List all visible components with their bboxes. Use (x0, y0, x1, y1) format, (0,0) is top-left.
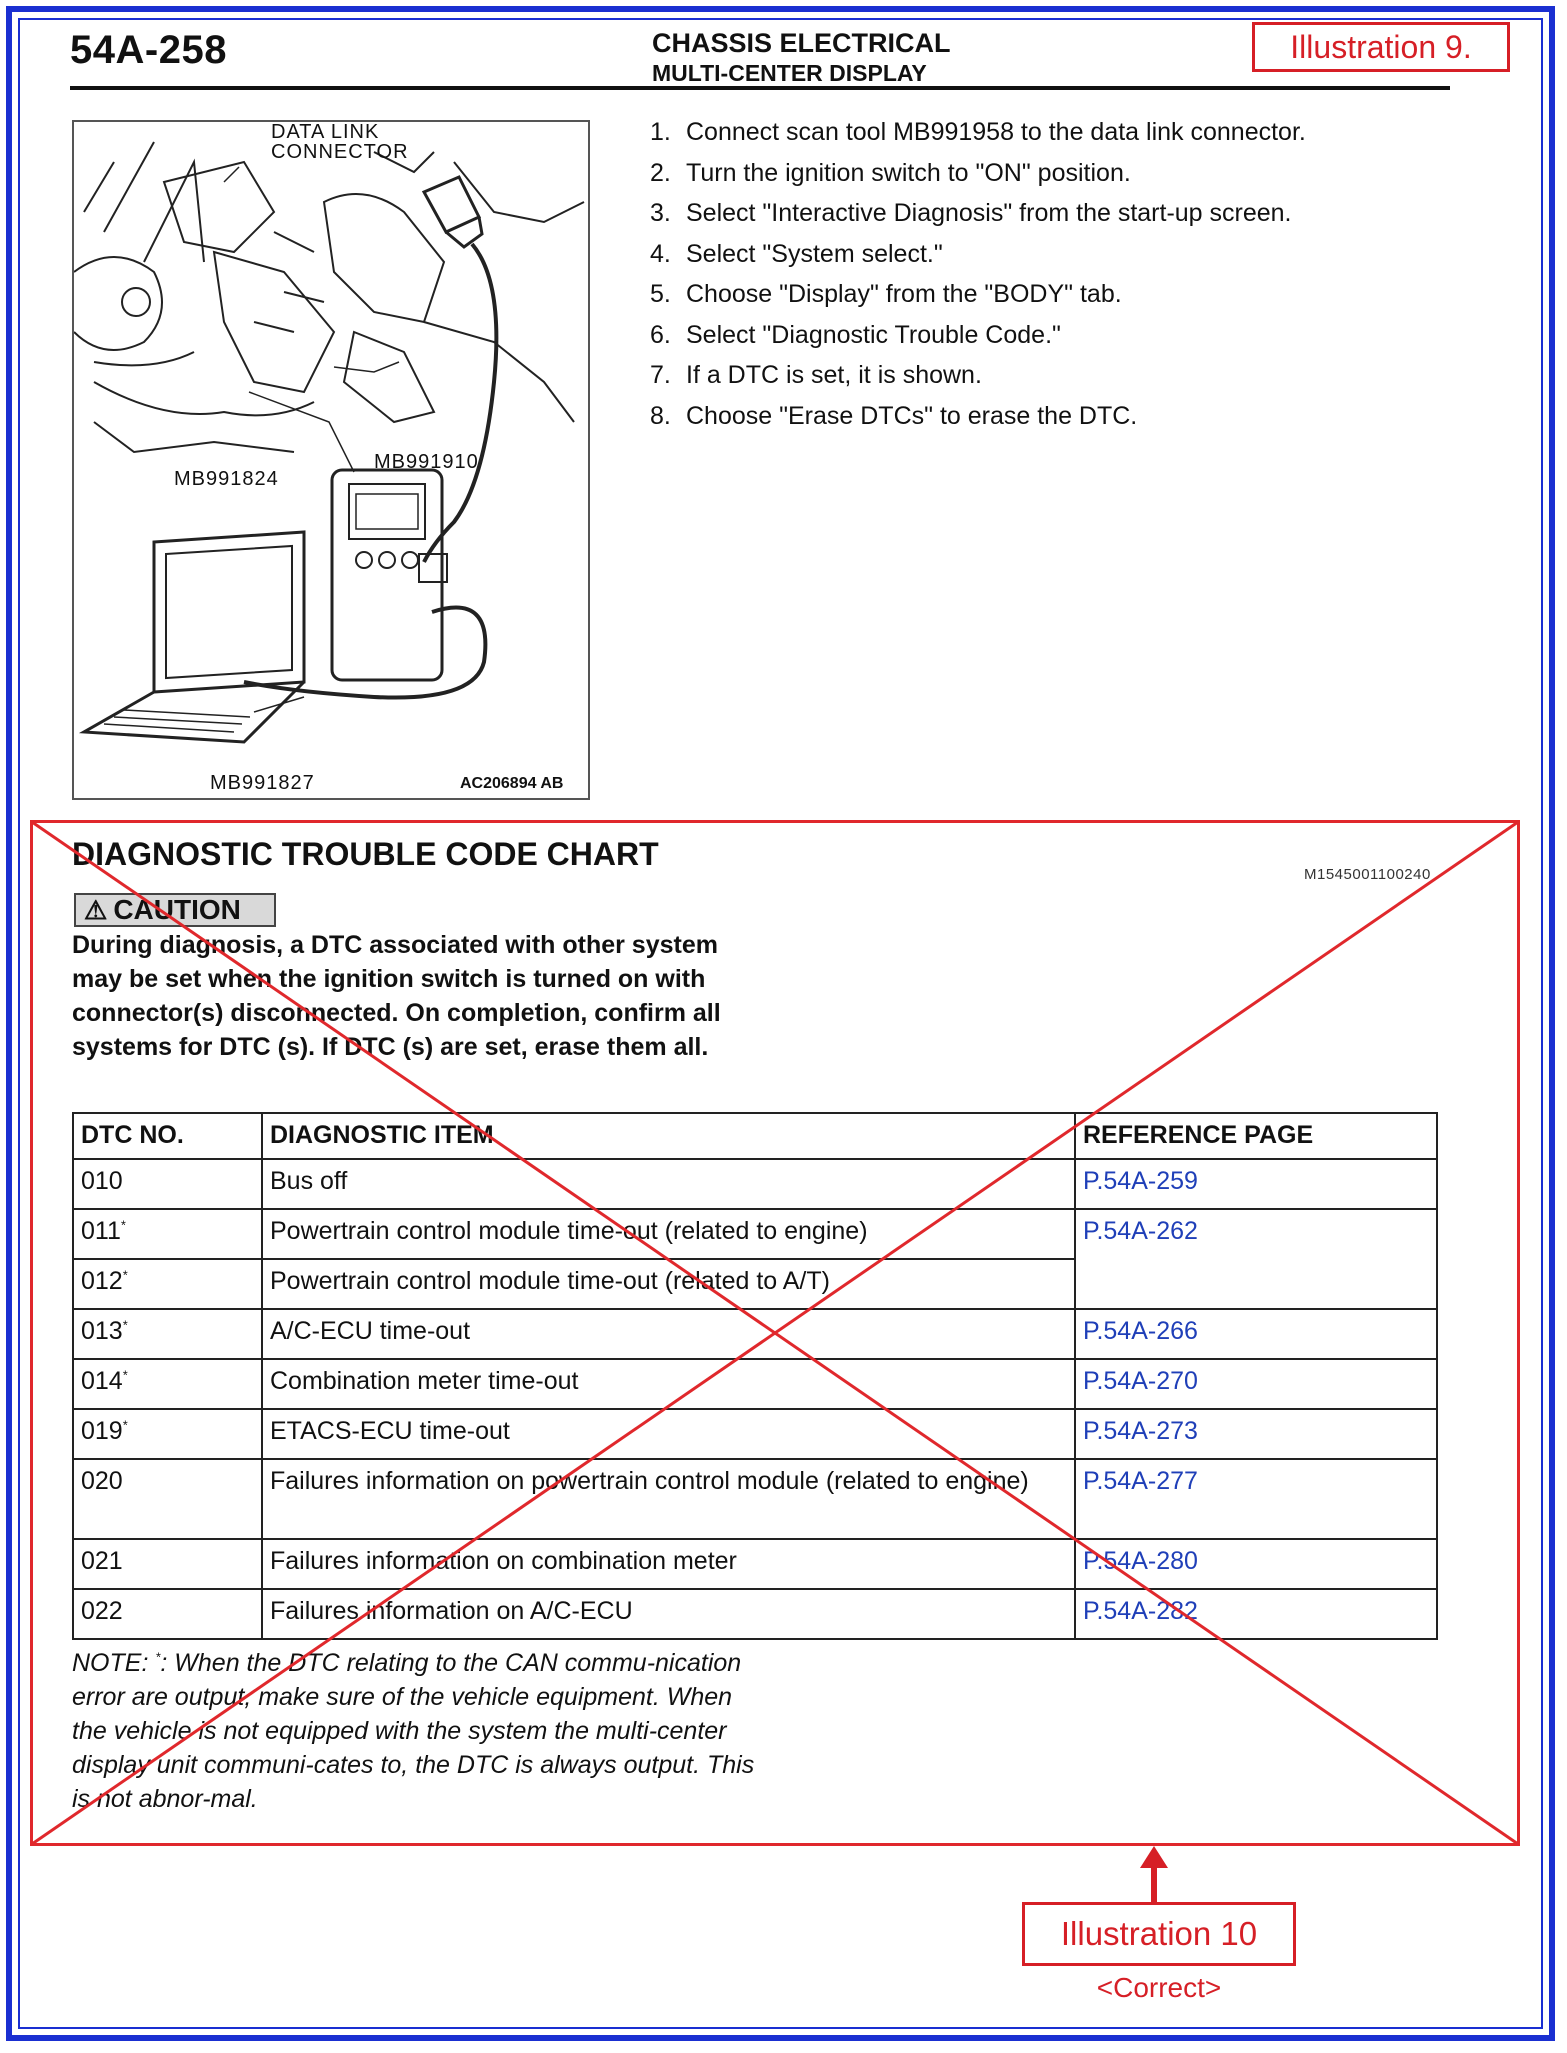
reference-page-link[interactable]: P.54A-259 (1075, 1159, 1437, 1209)
diagnostic-item-cell: Combination meter time-out (262, 1359, 1075, 1409)
correct-label: <Correct> (1096, 1972, 1222, 2003)
diagnostic-item-cell: Failures information on A/C-ECU (262, 1589, 1075, 1639)
reference-page-link[interactable]: P.54A-273 (1075, 1409, 1437, 1459)
data-link-connector-label-line1: DATA LINK (271, 121, 380, 143)
caution-text: During diagnosis, a DTC associated with other system may be set when the ignition switch is turned on with connector(s) disconnected. On completion, confirm all systems for DTC (s). If DTC (s) are set, erase them all. (72, 931, 721, 1061)
reference-page-link[interactable]: P.54A-280 (1075, 1539, 1437, 1589)
dtc-chart-title: DIAGNOSTIC TROUBLE CODE CHART (72, 836, 659, 872)
page-number: 54A-258 (70, 28, 227, 72)
mb991824-label: MB991824 (174, 468, 279, 490)
data-link-connector-label-line2: CONNECTOR (271, 141, 409, 163)
connection-diagram (72, 120, 590, 800)
step-item: 6. Select "Diagnostic Trouble Code." (650, 320, 1061, 349)
dtc-code-cell: 010 (73, 1159, 262, 1209)
dtc-code-cell: 021 (73, 1539, 262, 1589)
mb991827-label: MB991827 (210, 772, 315, 794)
document-code: M1545001100240 (1304, 866, 1431, 883)
warning-triangle-icon: ⚠ (84, 895, 108, 925)
dtc-code-cell: 013* (73, 1309, 262, 1359)
dtc-code-cell: 011* (73, 1209, 262, 1259)
header-rule (70, 86, 1450, 90)
reference-page-link[interactable]: P.54A-262 (1075, 1209, 1437, 1309)
illustration-10-label: Illustration 10 (1022, 1902, 1296, 1966)
reference-page-link[interactable]: P.54A-282 (1075, 1589, 1437, 1639)
dtc-code-cell: 014* (73, 1359, 262, 1409)
step-item: 2. Turn the ignition switch to "ON" position. (650, 158, 1131, 187)
diagnostic-item-cell: Bus off (262, 1159, 1075, 1209)
diagnostic-item-cell: A/C-ECU time-out (262, 1309, 1075, 1359)
column-header-diagnostic-item: DIAGNOSTIC ITEM (262, 1113, 1075, 1159)
dtc-code-cell: 012* (73, 1259, 262, 1309)
up-arrow-icon (1134, 1846, 1174, 1904)
caution-label: CAUTION (113, 894, 241, 925)
step-item: 7. If a DTC is set, it is shown. (650, 361, 982, 389)
reference-page-link[interactable]: P.54A-270 (1075, 1359, 1437, 1409)
section-title: CHASSIS ELECTRICAL (652, 28, 951, 58)
connection-diagram-drawing (74, 122, 590, 800)
step-item: 1. Connect scan tool MB991958 to the data link connector. (650, 118, 1306, 146)
diagnostic-item-cell: Failures information on powertrain control module (related to engine) (262, 1459, 1075, 1539)
reference-page-link[interactable]: P.54A-266 (1075, 1309, 1437, 1359)
procedure-steps (650, 112, 1410, 436)
diagnostic-item-cell: ETACS-ECU time-out (262, 1409, 1075, 1459)
dtc-code-cell: 020 (73, 1459, 262, 1539)
illustration-9-label: Illustration 9. (1252, 22, 1510, 72)
diagnostic-item-cell: Failures information on combination meter (262, 1539, 1075, 1589)
step-item: 5. Choose "Display" from the "BODY" tab. (650, 280, 1122, 308)
mb991910-label: MB991910 (374, 451, 479, 473)
dtc-code-cell: 019* (73, 1409, 262, 1459)
reference-page-link[interactable]: P.54A-277 (1075, 1459, 1437, 1539)
step-item: 8. Choose "Erase DTCs" to erase the DTC. (650, 401, 1138, 430)
figure-code: AC206894 AB (460, 775, 564, 792)
diagnostic-item-cell: Powertrain control module time-out (related to engine) (262, 1209, 1075, 1259)
diagnostic-item-cell: Powertrain control module time-out (related to A/T) (262, 1259, 1075, 1309)
cross-out-lines (30, 820, 1520, 1846)
note-text: NOTE: *: When the DTC relating to the CAN commu-nication error are output, make sure of the vehicle equipment. When the vehicle is not equipped with the system the multi-center display unit communi-cates to, the DTC is always output. This is not abnor-mal. (72, 1649, 755, 1813)
column-header-reference-page: REFERENCE PAGE (1075, 1113, 1437, 1159)
section-subtitle: MULTI-CENTER DISPLAY (652, 60, 927, 86)
column-header-dtc-no: DTC NO. (73, 1113, 262, 1159)
step-item: 4. Select "System select." (650, 239, 943, 268)
step-item: 3. Select "Interactive Diagnosis" from the start-up screen. (650, 199, 1292, 227)
dtc-code-cell: 022 (73, 1589, 262, 1639)
